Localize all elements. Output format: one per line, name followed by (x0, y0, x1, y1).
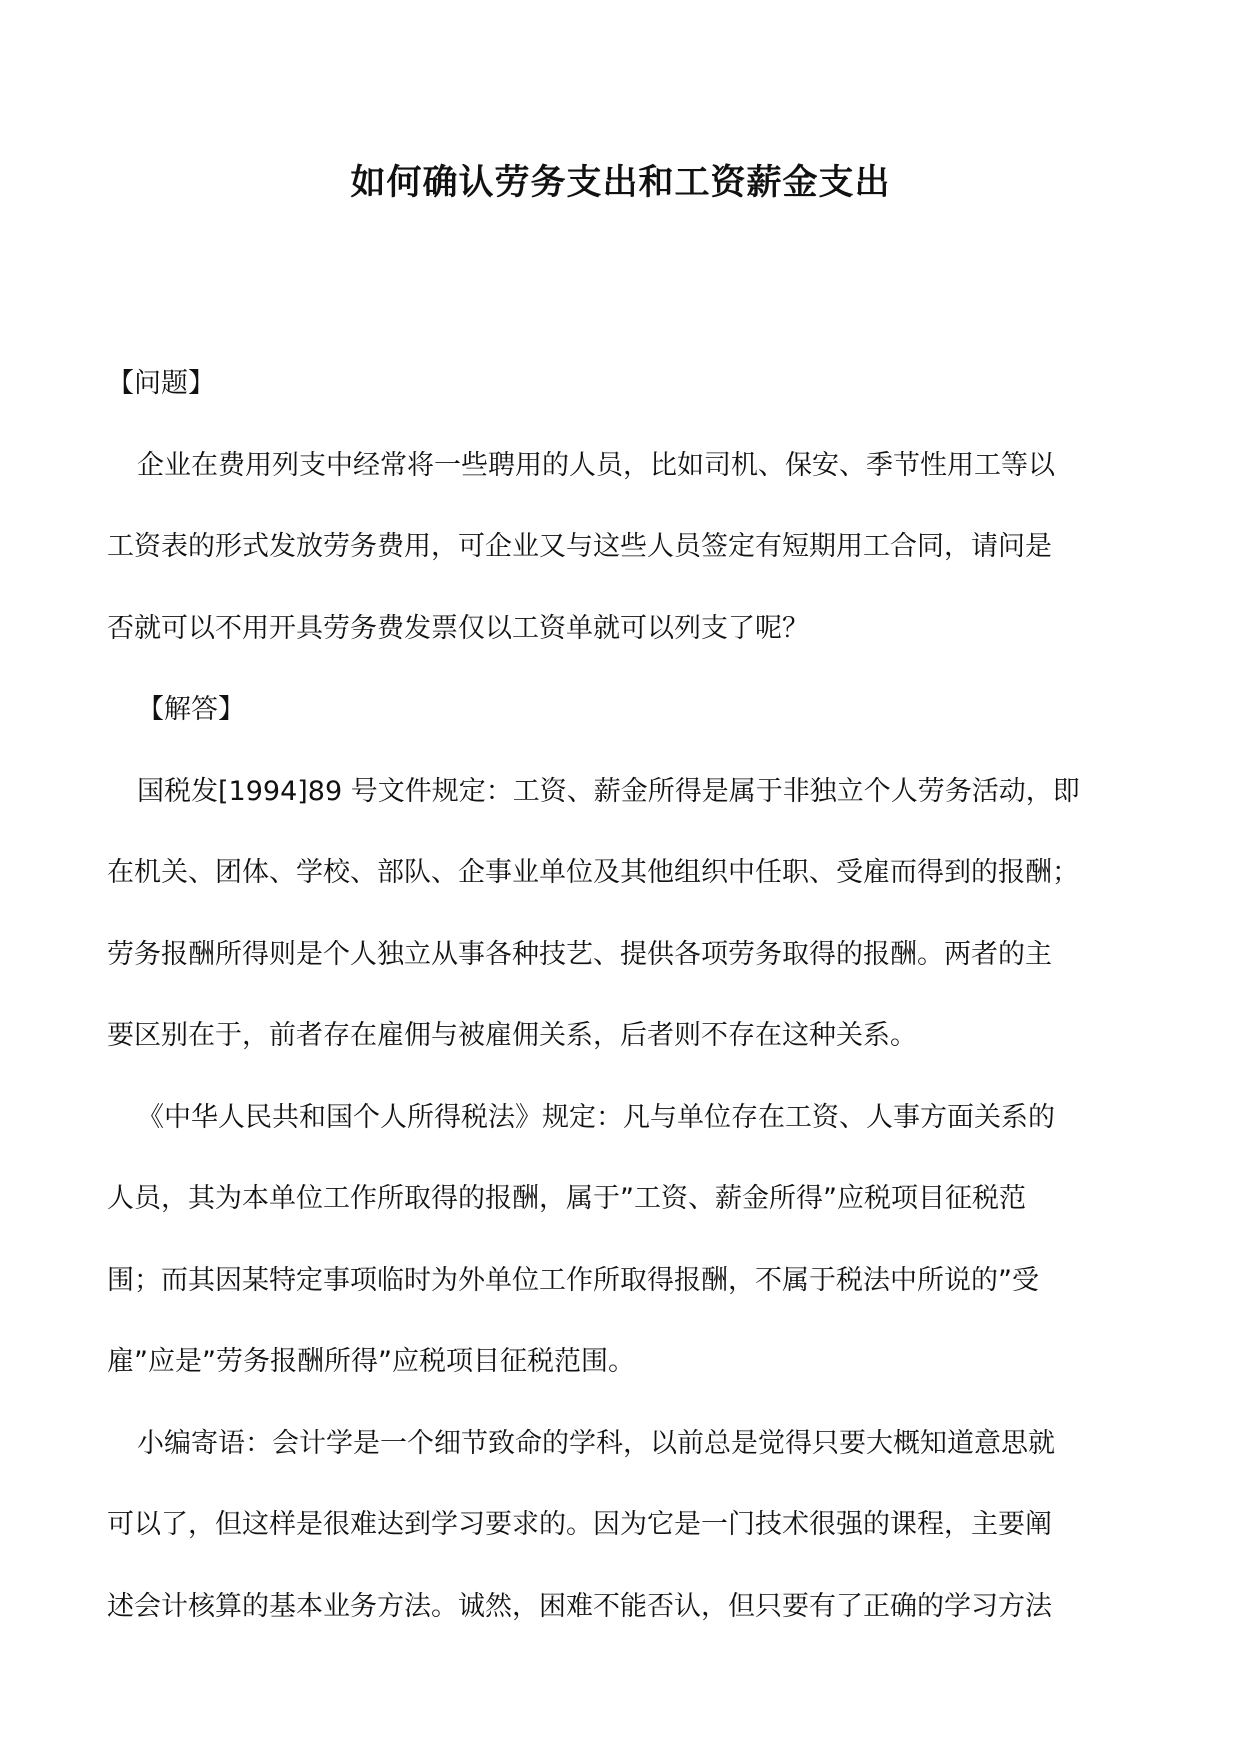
document-title: 如何确认劳务支出和工资薪金支出 (350, 162, 891, 203)
paragraph-line: 工资表的形式发放劳务费用，可企业又与这些人员签定有短期用工合同，请问是 (107, 531, 1052, 562)
paragraph-line: 否就可以不用开具劳务费发票仅以工资单就可以列支了呢？ (107, 612, 809, 644)
section-heading-question: 【问题】 (107, 368, 215, 399)
paragraph-line: 围；而其因某特定事项临时为外单位工作所取得报酬，不属于税法中所说的”受 (107, 1264, 1039, 1296)
paragraph-line: 劳务报酬所得则是个人独立从事各种技艺、提供各项劳务取得的报酬。两者的主 (107, 938, 1052, 970)
paragraph-line: 企业在费用列支中经常将一些聘用的人员，比如司机、保安、季节性用工等以 (137, 449, 1055, 481)
paragraph-line: 雇”应是”劳务报酬所得”应税项目征税范围。 (107, 1346, 635, 1377)
paragraph-line: 可以了，但这样是很难达到学习要求的。因为它是一门技术很强的课程，主要阐 (107, 1509, 1052, 1540)
section-heading-answer: 【解答】 (137, 694, 245, 725)
paragraph-line: 述会计核算的基本业务方法。诚然，困难不能否认，但只要有了正确的学习方法 (107, 1590, 1052, 1622)
paragraph-line: 小编寄语：会计学是一个细节致命的学科，以前总是觉得只要大概知道意思就 (137, 1427, 1055, 1459)
paragraph-line: 《中华人民共和国个人所得税法》规定：凡与单位存在工资、人事方面关系的 (137, 1101, 1055, 1133)
paragraph-line: 要区别在于，前者存在雇佣与被雇佣关系，后者则不存在这种关系。 (107, 1020, 917, 1051)
document-body (107, 343, 1137, 1647)
paragraph-line: 人员，其为本单位工作所取得的报酬，属于”工资、薪金所得”应税项目征税范 (107, 1183, 1026, 1214)
paragraph-line: 在机关、团体、学校、部队、企事业单位及其他组织中任职、受雇而得到的报酬； (107, 857, 1079, 888)
paragraph-line: 国税发[1994]89 号文件规定：工资、薪金所得是属于非独立个人劳务活动，即 (137, 775, 1080, 807)
